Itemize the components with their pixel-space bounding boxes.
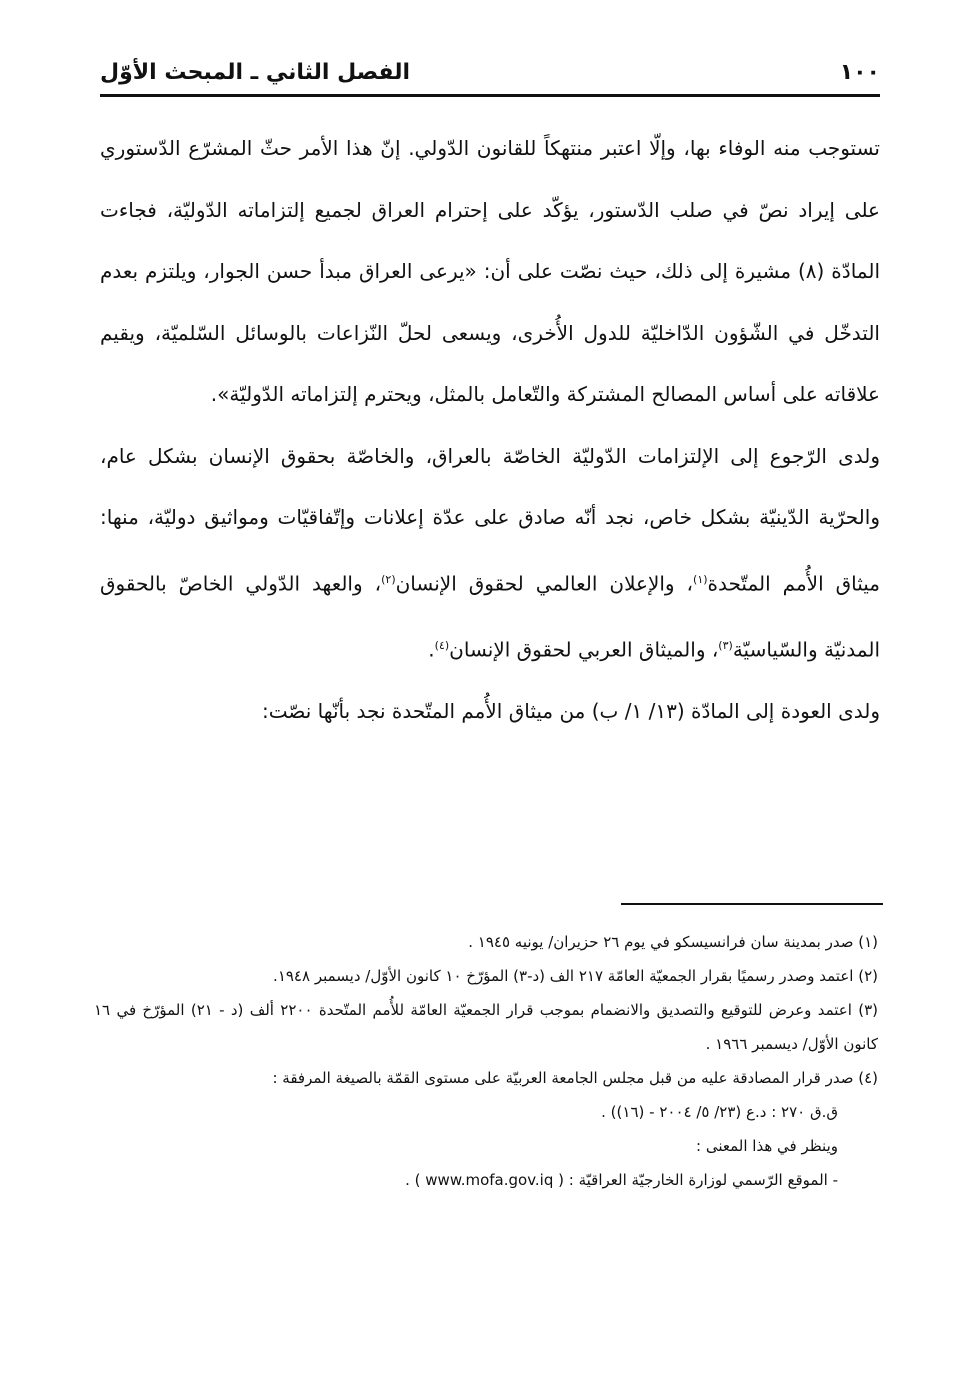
paragraph-2-part-d: ، والميثاق العربي لحقوق الإنسان <box>449 637 719 662</box>
footnote-ref-1: (١) <box>693 572 708 586</box>
page-number: ١٠٠ <box>839 59 880 85</box>
footnote-ref-2: (٢) <box>381 572 396 586</box>
footnote-4-website-suffix: ) . <box>405 1171 421 1189</box>
paragraph-2-part-c: ، والعهد الدّولي الخاصّ بالحقوق المدنيّة والسّياسيّة <box>100 571 880 662</box>
footnote-4-citation: ق.ق ٢٧٠ : د.ع (٢٣/ ٥/ ٢٠٠٤ - (١٦)) . <box>601 1103 838 1121</box>
paragraph-2 <box>100 426 880 681</box>
footnotes <box>94 925 878 1197</box>
ministry-url: www.mofa.gov.iq <box>425 1171 554 1189</box>
main-text <box>100 118 880 742</box>
footnote-4: (٤) صدر قرار المصادقة عليه من قبل مجلس الجامعة العربيّة على مستوى القمّة بالصيغة المرفقة : <box>272 1069 878 1087</box>
footnote-4-website-prefix: - الموقع الرّسمي لوزارة الخارجيّة العراقيّة : ( <box>558 1171 838 1189</box>
footnote-ref-4: (٤) <box>434 638 450 652</box>
footnote-ref-3: (٣) <box>718 638 733 652</box>
paragraph-1: تستوجب منه الوفاء بها، وإلّا اعتبر منتهكاً للقانون الدّولي. إنّ هذا الأمر حثّ المشرّع الدّستوري على إيراد نصّ في صلب الدّستور، يؤكّد على إحترام العراق لجميع إلتزاماته الدّوليّة، فجاءت المادّة (٨) مشيرة إلى ذلك، حيث نصّت على أن: «يرعى العراق مبدأ حسن الجوار، ويلتزم بعدم التدخّل في الشّؤون الدّاخليّة للدول الأُخرى، ويسعى لحلّ النّزاعات بالوسائل السّلميّة، ويقيم علاقاته على أساس المصالح المشتركة والتّعامل بالمثل، ويحترم إلتزاماته الدّوليّة». <box>100 136 880 406</box>
running-header <box>100 52 880 92</box>
paragraph-2-part-e: . <box>428 637 435 662</box>
chapter-title: الفصل الثاني ـ المبحث الأوّل <box>100 59 411 85</box>
footnote-4-website <box>94 1163 878 1197</box>
paragraph-3: ولدى العودة إلى المادّة (١٣/ ١/ ب) من ميثاق الأُمم المتّحدة نجد بأنّها نصّت: <box>262 698 880 723</box>
paragraph-2-part-b: ، والإعلان العالمي لحقوق الإنسان <box>395 571 694 596</box>
footnote-divider <box>621 903 883 905</box>
paragraph-2-part-a: ولدى الرّجوع إلى الإلتزامات الدّوليّة الخاصّة بالعراق، والخاصّة بحقوق الإنسان بشكل عام، والحرّية الدّينيّة بشكل خاص، نجد أنّه صادق على عدّة إعلانات وإتّفاقيّات ومواثيق دوليّة، منها: ميثاق الأُمم المتّحدة <box>100 443 881 596</box>
footnote-4-see-also: وينظر في هذا المعنى : <box>696 1137 838 1155</box>
footnote-3: (٣) اعتمد وعرض للتوقيع والتصديق والانضمام بموجب قرار الجمعيّة العامّة للأُمم المتّحدة ٢٢٠٠ ألف (د - ٢١) المؤرّخ في ١٦ كانون الأوّل/ ديسمبر ١٩٦٦ . <box>94 1001 878 1053</box>
footnote-2: (٢) اعتمد وصدر رسميًا بقرار الجمعيّة العامّة ٢١٧ الف (د-٣) المؤرّخ ١٠ كانون الأوّل/ ديسمبر ١٩٤٨. <box>273 967 878 985</box>
footnote-1: (١) صدر بمدينة سان فرانسيسكو في يوم ٢٦ حزيران/ يونيه ١٩٤٥ . <box>468 933 878 951</box>
header-divider <box>100 94 880 97</box>
